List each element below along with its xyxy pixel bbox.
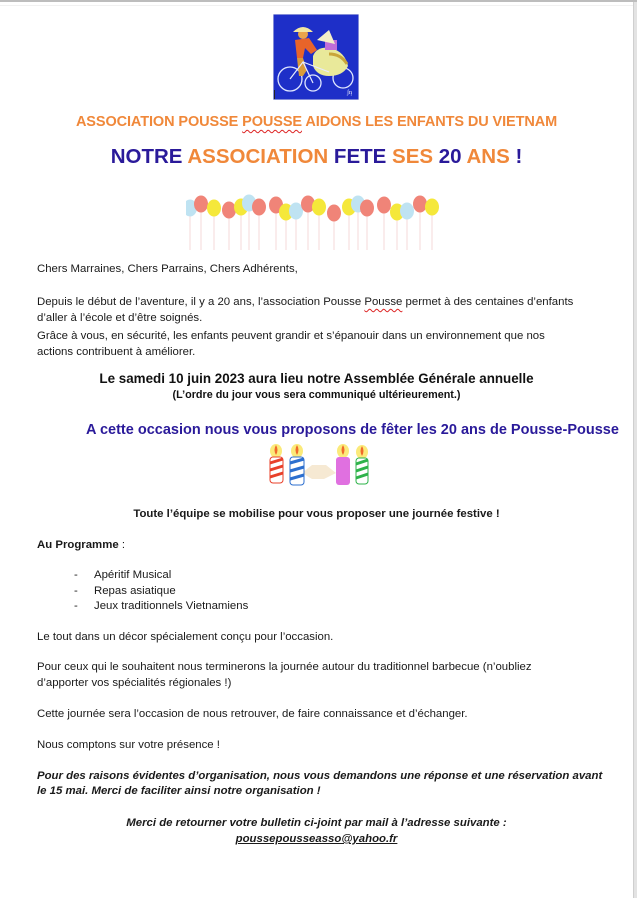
balloon bbox=[360, 200, 374, 217]
balloon bbox=[207, 200, 221, 217]
candle-red bbox=[270, 444, 283, 483]
headline-word-association: ASSOCIATION bbox=[187, 145, 334, 168]
balloons-decoration-image bbox=[186, 190, 448, 250]
balloon bbox=[222, 202, 236, 219]
balloon bbox=[312, 199, 326, 216]
headline-word-fete: FETE bbox=[333, 145, 393, 168]
intro-paragraph-line2: d’aller à l’école et d’être soignés. bbox=[37, 312, 203, 324]
window-top-border bbox=[0, 0, 637, 2]
email-link[interactable]: poussepousseasso@yahoo.fr bbox=[235, 833, 398, 845]
headline-word-exclamation: ! bbox=[515, 145, 523, 168]
balloon bbox=[289, 203, 303, 220]
assembly-date-text: Le samedi 10 juin 2023 aura lieu notre Assemblée Générale annuelle bbox=[99, 371, 534, 386]
balloon bbox=[194, 196, 208, 213]
agenda-note-text: (L’ordre du jour vous sera communiqué ultérieurement.) bbox=[172, 389, 461, 401]
headline-word-notre: NOTRE bbox=[110, 145, 188, 168]
balloon bbox=[327, 205, 341, 222]
balloon bbox=[377, 197, 391, 214]
intro-line1-spellcheck-word: Pousse bbox=[364, 296, 403, 308]
balloon bbox=[425, 199, 439, 216]
list-dash: - bbox=[74, 585, 78, 597]
headline-word-ans: ANS bbox=[466, 145, 516, 168]
intro-line1-end: permet à des centaines d’enfants bbox=[402, 296, 574, 308]
balloon bbox=[413, 196, 427, 213]
balloon bbox=[252, 199, 266, 216]
intro-paragraph-line4: actions contribuent à améliorer. bbox=[37, 346, 196, 358]
list-item-label: Apéritif Musical bbox=[94, 569, 172, 581]
list-dash: - bbox=[74, 569, 78, 581]
association-name-heading bbox=[0, 114, 633, 130]
programme-colon: : bbox=[118, 539, 125, 551]
programme-list bbox=[0, 567, 633, 617]
candle-green bbox=[356, 445, 368, 484]
anniversary-headline bbox=[0, 145, 633, 169]
team-mobilise-text: Toute l’équipe se mobilise pour vous proposer une journée festive ! bbox=[133, 508, 500, 520]
association-name-part2-spellcheck: POUSSE bbox=[242, 114, 302, 130]
birthday-candles-image bbox=[266, 443, 372, 488]
balloon bbox=[400, 203, 414, 220]
deadline-line2: le 15 mai. Merci de faciliter ainsi notre organisation ! bbox=[37, 785, 321, 797]
decor-text: Le tout dans un décor spécialement conçu pour l’occasion. bbox=[37, 631, 334, 643]
email-line bbox=[0, 831, 633, 847]
presence-text: Nous comptons sur votre présence ! bbox=[37, 739, 220, 751]
intro-line1-start: Depuis le début de l’aventure, il y a 20 ans, l’association Pousse bbox=[37, 296, 365, 308]
programme-heading bbox=[37, 537, 125, 553]
candle-pink bbox=[336, 444, 350, 485]
list-dash: - bbox=[74, 600, 78, 612]
headline-word-20: 20 bbox=[438, 145, 467, 168]
celebration-heading: A cette occasion nous vous proposons de fêter les 20 ans de Pousse-Pousse bbox=[86, 422, 619, 438]
programme-label: Au Programme bbox=[37, 539, 119, 551]
candle-blue bbox=[290, 444, 304, 485]
association-logo-image bbox=[273, 14, 359, 100]
return-bulletin-text: Merci de retourner votre bulletin ci-joint par mail à l’adresse suivante : bbox=[126, 817, 507, 829]
meet-text: Cette journée sera l’occasion de nous retrouver, de faire connaissance et d’échanger. bbox=[37, 708, 468, 720]
association-name-part1: ASSOCIATION POUSSE bbox=[75, 114, 243, 130]
greeting-text: Chers Marraines, Chers Parrains, Chers Adhérents, bbox=[37, 263, 298, 275]
intro-paragraph-line1 bbox=[37, 294, 573, 310]
association-name-part3: AIDONS LES ENFANTS DU VIETNAM bbox=[302, 114, 558, 130]
list-item-label: Repas asiatique bbox=[94, 585, 176, 597]
barbecue-line2: d’apporter vos spécialités régionales !) bbox=[37, 677, 232, 689]
deadline-line1: Pour des raisons évidentes d’organisation, nous vous demandons une réponse et une réservation avant bbox=[37, 770, 603, 782]
svg-text:ʃᶇ: ʃᶇ bbox=[347, 90, 352, 96]
headline-word-ses: SES bbox=[392, 145, 439, 168]
barbecue-line1: Pour ceux qui le souhaitent nous terminerons la journée autour du traditionnel barbecue (n’oubliez bbox=[37, 661, 532, 673]
intro-paragraph-line3: Grâce à vous, en sécurité, les enfants peuvent grandir et s’épanouir dans un environnement que nos bbox=[37, 330, 545, 342]
list-item-label: Jeux traditionnels Vietnamiens bbox=[94, 600, 249, 612]
vertical-scrollbar[interactable] bbox=[633, 2, 637, 898]
page-top-edge bbox=[0, 5, 633, 6]
